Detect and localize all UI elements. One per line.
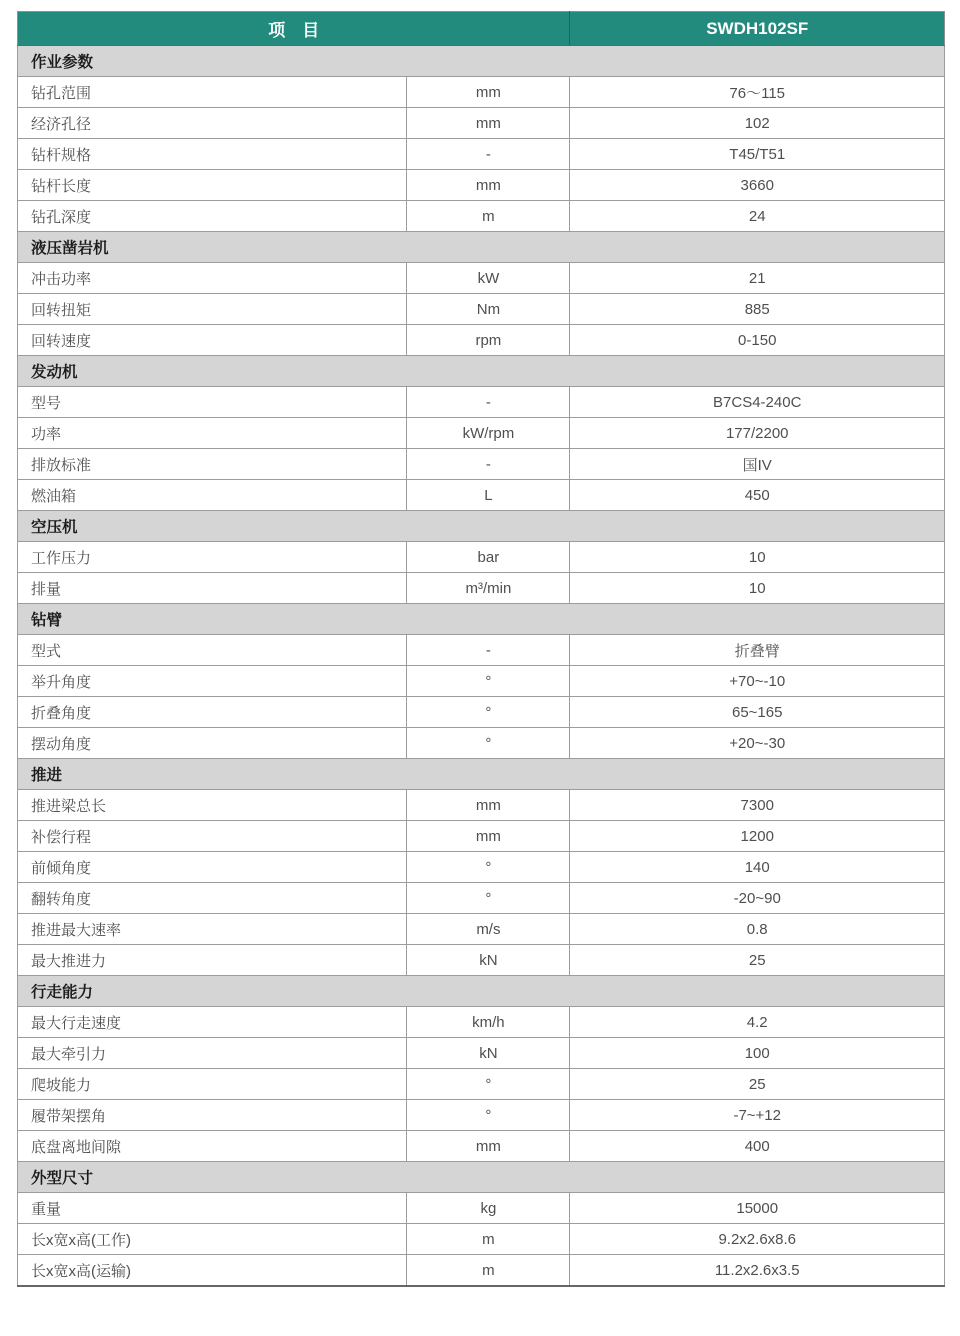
spec-row xyxy=(18,418,945,449)
param-value: 65~165 xyxy=(570,697,945,728)
spec-row xyxy=(18,697,945,728)
param-unit: mm xyxy=(407,1131,570,1162)
param-value: 450 xyxy=(570,480,945,511)
param-label: 前倾角度 xyxy=(18,852,407,883)
param-unit: ° xyxy=(407,883,570,914)
param-label: 翻转角度 xyxy=(18,883,407,914)
param-unit: kN xyxy=(407,945,570,976)
section-title: 液压凿岩机 xyxy=(18,232,945,263)
spec-row xyxy=(18,821,945,852)
param-value: 4.2 xyxy=(570,1007,945,1038)
spec-row xyxy=(18,108,945,139)
header-model-label: SWDH102SF xyxy=(570,12,945,46)
param-value: 100 xyxy=(570,1038,945,1069)
spec-row xyxy=(18,666,945,697)
param-value: 885 xyxy=(570,294,945,325)
param-value: 140 xyxy=(570,852,945,883)
param-value: 15000 xyxy=(570,1193,945,1224)
param-value: 102 xyxy=(570,108,945,139)
spec-row xyxy=(18,1007,945,1038)
spec-row xyxy=(18,542,945,573)
param-unit: mm xyxy=(407,790,570,821)
param-label: 回转速度 xyxy=(18,325,407,356)
param-unit: kN xyxy=(407,1038,570,1069)
param-unit: mm xyxy=(407,77,570,108)
param-value: T45/T51 xyxy=(570,139,945,170)
section-row xyxy=(18,759,945,790)
param-unit: L xyxy=(407,480,570,511)
param-value: 76～115 xyxy=(570,77,945,108)
spec-row xyxy=(18,449,945,480)
table-header-row xyxy=(18,12,945,46)
param-unit: ° xyxy=(407,697,570,728)
spec-row xyxy=(18,790,945,821)
spec-row xyxy=(18,170,945,201)
param-unit: ° xyxy=(407,852,570,883)
param-value: 25 xyxy=(570,945,945,976)
param-unit: Nm xyxy=(407,294,570,325)
param-value: -20~90 xyxy=(570,883,945,914)
spec-table xyxy=(17,11,945,1287)
param-value: 21 xyxy=(570,263,945,294)
section-row xyxy=(18,46,945,77)
param-label: 回转扭矩 xyxy=(18,294,407,325)
spec-row xyxy=(18,139,945,170)
spec-row xyxy=(18,201,945,232)
param-value: +20~-30 xyxy=(570,728,945,759)
param-value: 25 xyxy=(570,1069,945,1100)
section-row xyxy=(18,356,945,387)
spec-row xyxy=(18,728,945,759)
param-unit: ° xyxy=(407,728,570,759)
param-label: 最大推进力 xyxy=(18,945,407,976)
param-label: 排放标准 xyxy=(18,449,407,480)
param-unit: bar xyxy=(407,542,570,573)
spec-row xyxy=(18,1255,945,1287)
param-value: 1200 xyxy=(570,821,945,852)
param-value: 400 xyxy=(570,1131,945,1162)
spec-row xyxy=(18,480,945,511)
param-unit: - xyxy=(407,387,570,418)
param-unit: - xyxy=(407,635,570,666)
param-label: 经济孔径 xyxy=(18,108,407,139)
section-title: 行走能力 xyxy=(18,976,945,1007)
param-unit: m xyxy=(407,1224,570,1255)
param-label: 爬坡能力 xyxy=(18,1069,407,1100)
param-label: 推进梁总长 xyxy=(18,790,407,821)
param-unit: mm xyxy=(407,170,570,201)
param-value: 国IV xyxy=(570,449,945,480)
param-unit: mm xyxy=(407,821,570,852)
param-label: 最大牵引力 xyxy=(18,1038,407,1069)
param-unit: ° xyxy=(407,1069,570,1100)
param-unit: m/s xyxy=(407,914,570,945)
param-label: 折叠角度 xyxy=(18,697,407,728)
param-label: 推进最大速率 xyxy=(18,914,407,945)
param-label: 底盘离地间隙 xyxy=(18,1131,407,1162)
param-value: 10 xyxy=(570,573,945,604)
spec-row xyxy=(18,387,945,418)
param-label: 钻杆长度 xyxy=(18,170,407,201)
param-value: 3660 xyxy=(570,170,945,201)
section-title: 推进 xyxy=(18,759,945,790)
param-unit: m xyxy=(407,1255,570,1287)
section-title: 发动机 xyxy=(18,356,945,387)
param-label: 长x宽x高(工作) xyxy=(18,1224,407,1255)
header-item-label: 项 目 xyxy=(18,12,570,46)
param-label: 钻杆规格 xyxy=(18,139,407,170)
section-title: 作业参数 xyxy=(18,46,945,77)
param-value: 177/2200 xyxy=(570,418,945,449)
section-row xyxy=(18,232,945,263)
section-row xyxy=(18,604,945,635)
param-label: 钻孔深度 xyxy=(18,201,407,232)
spec-row xyxy=(18,294,945,325)
spec-row xyxy=(18,77,945,108)
param-label: 钻孔范围 xyxy=(18,77,407,108)
param-label: 摆动角度 xyxy=(18,728,407,759)
param-label: 工作压力 xyxy=(18,542,407,573)
spec-row xyxy=(18,852,945,883)
spec-row xyxy=(18,1224,945,1255)
param-unit: m xyxy=(407,201,570,232)
section-title: 空压机 xyxy=(18,511,945,542)
spec-row xyxy=(18,914,945,945)
param-label: 重量 xyxy=(18,1193,407,1224)
param-unit: rpm xyxy=(407,325,570,356)
param-value: 24 xyxy=(570,201,945,232)
param-unit: - xyxy=(407,139,570,170)
param-label: 履带架摆角 xyxy=(18,1100,407,1131)
param-unit: kW/rpm xyxy=(407,418,570,449)
param-unit: kg xyxy=(407,1193,570,1224)
param-label: 举升角度 xyxy=(18,666,407,697)
param-label: 冲击功率 xyxy=(18,263,407,294)
section-row xyxy=(18,511,945,542)
spec-row xyxy=(18,263,945,294)
param-value: B7CS4-240C xyxy=(570,387,945,418)
param-unit: ° xyxy=(407,666,570,697)
param-value: 9.2x2.6x8.6 xyxy=(570,1224,945,1255)
param-value: 10 xyxy=(570,542,945,573)
param-unit: - xyxy=(407,449,570,480)
spec-table-body xyxy=(18,46,945,1287)
param-label: 型式 xyxy=(18,635,407,666)
param-label: 型号 xyxy=(18,387,407,418)
param-label: 排量 xyxy=(18,573,407,604)
param-value: 0.8 xyxy=(570,914,945,945)
spec-row xyxy=(18,883,945,914)
param-unit: mm xyxy=(407,108,570,139)
param-value: 11.2x2.6x3.5 xyxy=(570,1255,945,1287)
section-title: 外型尺寸 xyxy=(18,1162,945,1193)
param-value: +70~-10 xyxy=(570,666,945,697)
param-label: 燃油箱 xyxy=(18,480,407,511)
param-value: 0-150 xyxy=(570,325,945,356)
param-value: 7300 xyxy=(570,790,945,821)
param-unit: ° xyxy=(407,1100,570,1131)
spec-row xyxy=(18,1038,945,1069)
spec-row xyxy=(18,325,945,356)
param-value: 折叠臂 xyxy=(570,635,945,666)
spec-row xyxy=(18,573,945,604)
param-label: 最大行走速度 xyxy=(18,1007,407,1038)
spec-row xyxy=(18,1131,945,1162)
spec-row xyxy=(18,1193,945,1224)
param-label: 长x宽x高(运输) xyxy=(18,1255,407,1287)
param-unit: m³/min xyxy=(407,573,570,604)
spec-row xyxy=(18,1100,945,1131)
section-title: 钻臂 xyxy=(18,604,945,635)
param-unit: km/h xyxy=(407,1007,570,1038)
param-unit: kW xyxy=(407,263,570,294)
param-value: -7~+12 xyxy=(570,1100,945,1131)
param-label: 补偿行程 xyxy=(18,821,407,852)
spec-row xyxy=(18,1069,945,1100)
spec-row xyxy=(18,635,945,666)
param-label: 功率 xyxy=(18,418,407,449)
spec-row xyxy=(18,945,945,976)
section-row xyxy=(18,976,945,1007)
section-row xyxy=(18,1162,945,1193)
